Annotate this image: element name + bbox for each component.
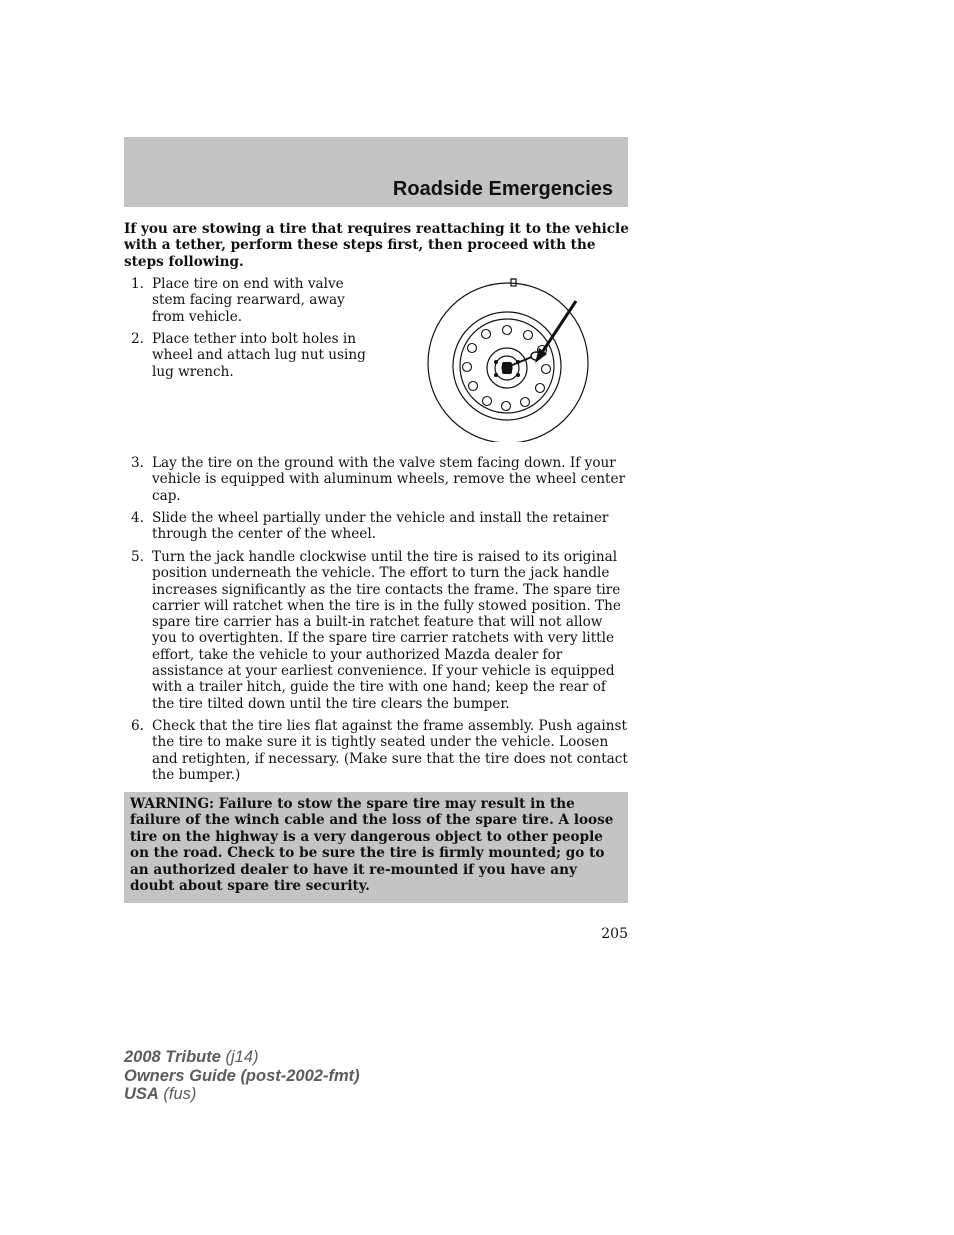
- step-5: [124, 549, 630, 712]
- page-number: 205: [601, 926, 628, 942]
- section-header: [124, 137, 628, 207]
- step-number: 1.: [131, 276, 144, 292]
- footer-model: 2008 Tribute: [124, 1048, 221, 1066]
- warning-box: [124, 792, 628, 903]
- footer-market-code: (fus): [158, 1085, 197, 1103]
- step-number: 5.: [131, 549, 144, 565]
- step-text: Place tether into bolt holes in wheel and attach lug nut using lug wrench.: [152, 331, 366, 380]
- footer-line-1: [124, 1048, 360, 1067]
- spare-tire-tether-illustration: [422, 276, 592, 442]
- step-text: Check that the tire lies flat against the frame assembly. Push against the tire to make sure it is tightly seated under the vehicle. Loosen and retighten, if necessary. (Make sure that the tire does not contact the bumper.): [152, 718, 628, 783]
- step-text: Slide the wheel partially under the vehicle and install the retainer through the center of the wheel.: [152, 510, 609, 543]
- step-number: 6.: [131, 718, 144, 734]
- warning-text: WARNING: Failure to stow the spare tire may result in the failure of the winch cable and the loss of the spare tire. A loose tire on the highway is a very dangerous object to other people on the road. Check to be sure the tire is firmly mounted; go to an authorized dealer to have it re-mounted if you have any doubt about spare tire security.: [130, 796, 614, 895]
- step-number: 2.: [131, 331, 144, 347]
- step-3: [124, 455, 630, 504]
- step-text: Turn the jack handle clockwise until the tire is raised to its original position underneath the vehicle. The effort to turn the jack handle increases significantly as the tire contacts the frame. The spare tire carrier will ratchet when the tire is in the fully stowed position. The spare tire carrier has a built-in ratchet feature that will not allow you to overtighten. If the spare tire carrier ratchets with very little effort, take the vehicle to your authorized Mazda dealer for assistance at your earliest convenience. If your vehicle is equipped with a trailer hitch, guide the tire with one hand; keep the rear of the tire tilted down until the tire clears the bumper.: [152, 549, 621, 712]
- footer-model-code: (j14): [220, 1048, 259, 1066]
- step-number: 3.: [131, 455, 144, 471]
- step-text: Place tire on end with valve stem facing rearward, away from vehicle.: [152, 276, 345, 325]
- step-2: [124, 331, 369, 380]
- step-6: [124, 718, 630, 783]
- footer-market: USA: [124, 1085, 159, 1103]
- step-number: 4.: [131, 510, 144, 526]
- intro-paragraph: If you are stowing a tire that requires reattaching it to the vehicle with a tether, perform these steps first, then proceed with the steps following.: [124, 221, 629, 270]
- step-text: Lay the tire on the ground with the valve stem facing down. If your vehicle is equipped with aluminum wheels, remove the wheel center cap.: [152, 455, 626, 504]
- document-footer: [124, 1048, 360, 1104]
- section-title: Roadside Emergencies: [392, 178, 613, 200]
- footer-line-3: [124, 1085, 360, 1104]
- step-1: [124, 276, 349, 325]
- step-4: [124, 510, 630, 543]
- footer-line-2: Owners Guide (post-2002-fmt): [124, 1066, 360, 1085]
